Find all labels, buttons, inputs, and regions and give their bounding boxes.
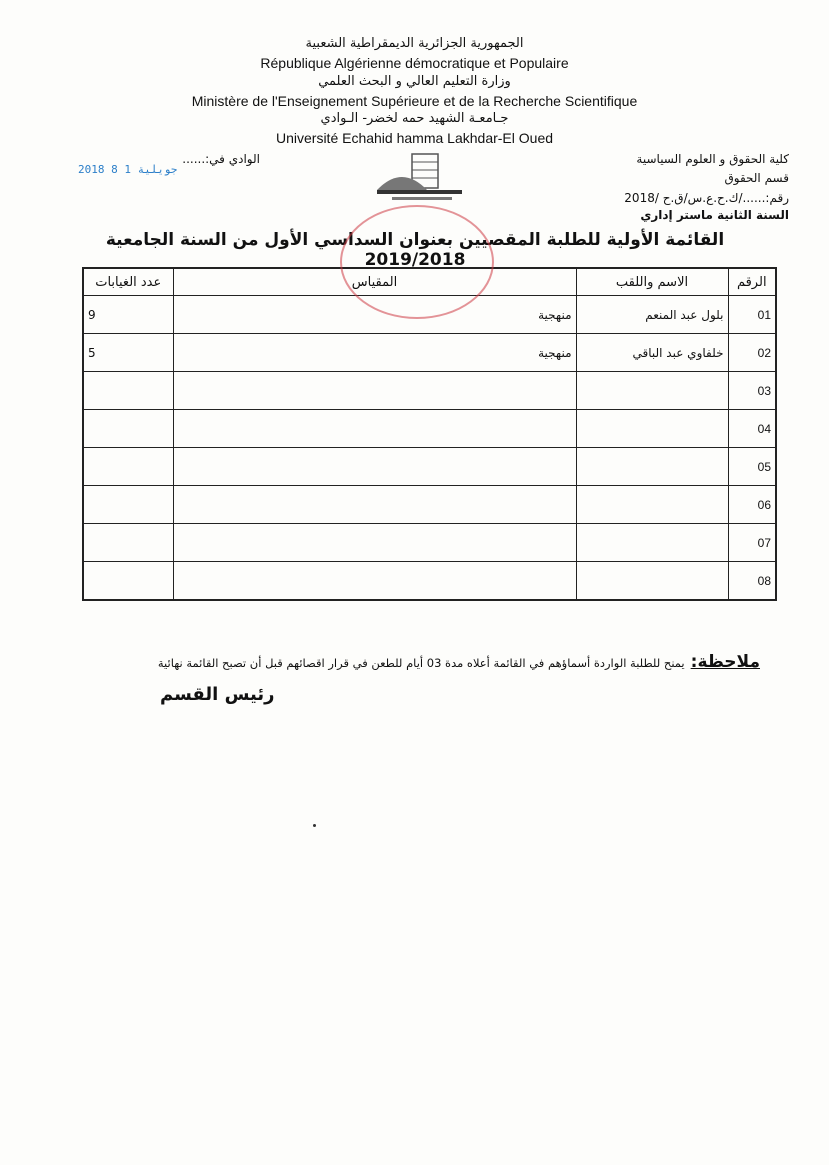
document-title: القائمة الأولية للطلبة المقصيين بعنوان السداسي الأول من السنة الجامعية 2019/2018 [105,230,725,270]
student-name: بلول عبد المنعم [576,296,728,334]
official-stamp-icon [340,205,494,319]
note-text: يمنح للطلبة الواردة أسماؤهم في القائمة أعلاه مدة 03 أيام للطعن في قرار اقصائهم قبل أن تصبح القائمة نهائية [157,656,685,670]
row-number: 03 [728,372,776,410]
student-name [576,372,728,410]
row-number: 04 [728,410,776,448]
row-number: 06 [728,486,776,524]
table-row [83,334,776,372]
scan-dot [313,824,316,827]
subject: منهجية [173,334,576,372]
absences-count [83,524,173,562]
table-row [83,448,776,486]
university-french: Université Echahid hamma Lakhdar-El Oued [275,130,554,146]
university-arabic: جـامعـة الشهيد حمه لخضر- الـوادي [320,111,509,126]
row-number: 08 [728,562,776,601]
subject [173,524,576,562]
date-stamp: 2018 ﺟﻮﻳﻠﻴﺔ 1 8 [78,163,178,176]
table-row [83,372,776,410]
note [95,652,760,672]
university-logo-icon [372,150,467,209]
row-number: 02 [728,334,776,372]
subject [173,562,576,601]
subject: منهجية [173,296,576,334]
department-head-signature: رئيس القسم [160,684,275,705]
header-absences: عدد الغيابات [83,268,173,296]
reference-number: رقم:....../ك.ح.ع.س/ق.ح /2018 [624,191,789,205]
student-name [576,410,728,448]
subject [173,486,576,524]
table-row [83,410,776,448]
department-name: قسم الحقوق [724,171,789,185]
absences-count [83,486,173,524]
header-subject: المقياس [173,268,576,296]
table-row [83,524,776,562]
republic-arabic: الجمهورية الجزائرية الديمقراطية الشعبية [305,36,524,51]
row-number: 07 [728,524,776,562]
absences-count [83,372,173,410]
republic-french: République Algérienne démocratique et Populaire [260,55,569,71]
student-name: خلفاوي عبد الباقي [576,334,728,372]
row-number: 05 [728,448,776,486]
table-row [83,562,776,601]
place-date: الوادي في:...... [182,152,260,166]
note-label: ملاحظة: [690,652,760,672]
subject [173,372,576,410]
absences-count: 9 [83,296,173,334]
header-number: الرقم [728,268,776,296]
student-name [576,524,728,562]
faculty-name: كلية الحقوق و العلوم السياسية [636,152,789,166]
subject [173,448,576,486]
student-name [576,562,728,601]
subject [173,410,576,448]
absences-count [83,448,173,486]
ministry-french: Ministère de l'Enseignement Supérieure et de la Recherche Scientifique [191,93,638,109]
absences-count [83,410,173,448]
table-row [83,486,776,524]
absences-count [83,562,173,601]
header-name: الاسم واللقب [576,268,728,296]
ministry-arabic: وزارة التعليم العالي و البحث العلمي [318,74,511,89]
absences-count: 5 [83,334,173,372]
student-name [576,448,728,486]
student-name [576,486,728,524]
row-number: 01 [728,296,776,334]
study-level: السنة الثانية ماستر إداري [640,208,789,222]
